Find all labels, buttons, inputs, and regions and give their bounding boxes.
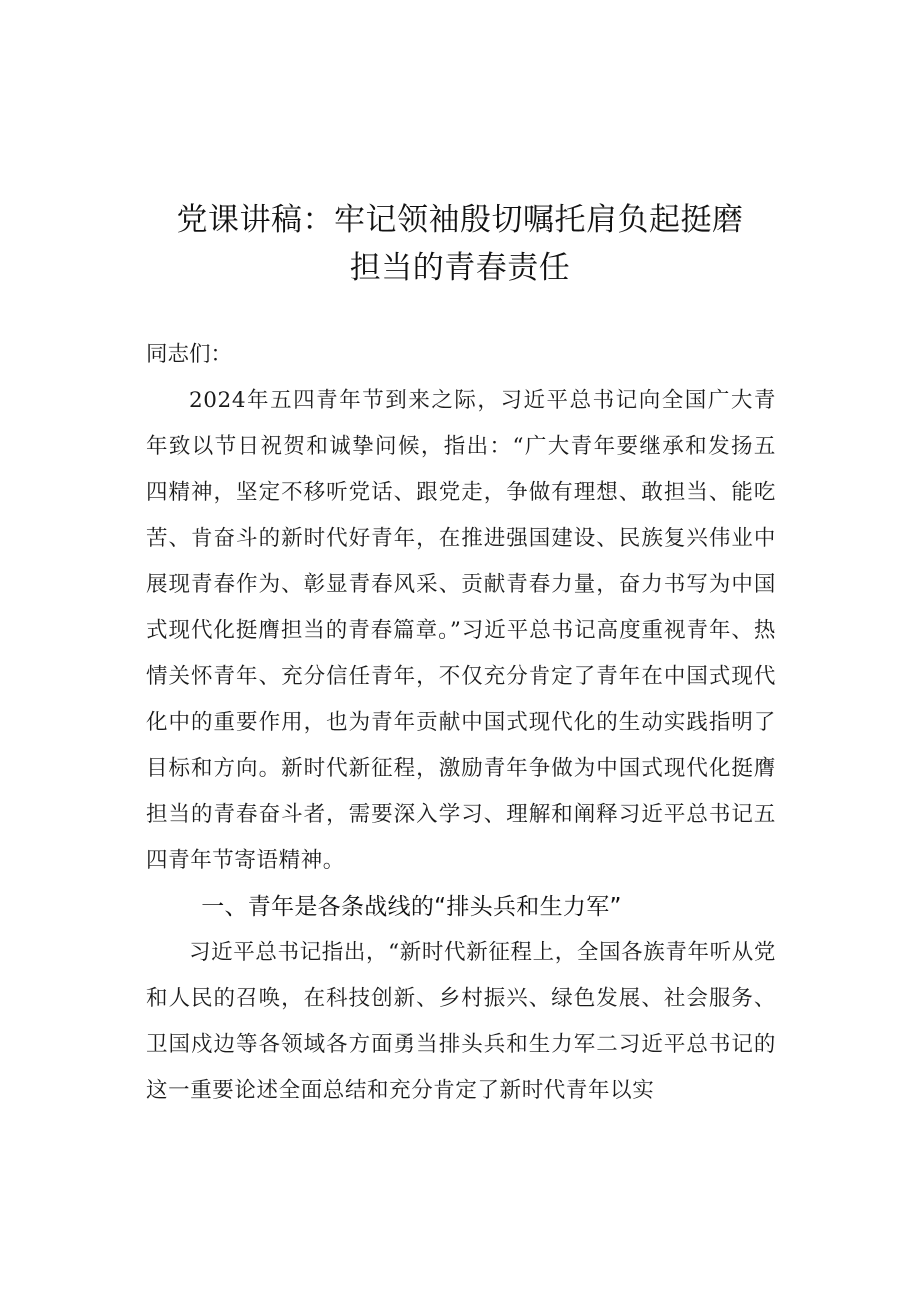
document-body	[146, 332, 776, 1114]
title-line-2: 担当的青春责任	[349, 250, 571, 286]
paragraph-1: 2024年五四青年节到来之际，习近平总书记向全国广大青年致以节日祝贺和诚挚问候，指出：“广大青年要继承和发扬五四精神，坚定不移听党话、跟党走，争做有理想、敢担当、能吃苦、肯奋斗的新时代好青年，在推进强国建设、民族复兴伟业中展现青春作为、彰显青春风采、贡献青春力量，奋力书写为中国式现代化挺膺担当的青春篇章。”习近平总书记高度重视青年、热情关怀青年、充分信任青年，不仅充分肯定了青年在中国式现代化中的重要作用，也为青年贡献中国式现代化的生动实践指明了目标和方向。新时代新征程，激励青年争做为中国式现代化挺膺担当的青春奋斗者，需要深入学习、理解和阐释习近平总书记五四青年节寄语精神。	[146, 388, 776, 873]
salutation: 同志们：	[146, 342, 233, 367]
document-title	[140, 196, 780, 292]
title-line-1: 党课讲稿：牢记领袖殷切嘱托肩负起挺磨	[176, 202, 744, 238]
section-heading-1: 一、青年是各条战线的“排头兵和生力军”	[201, 894, 622, 920]
paragraph-2: 习近平总书记指出，“新时代新征程上，全国各族青年听从党和人民的召唤，在科技创新、乡村振兴、绿色发展、社会服务、卫国戍边等各领域各方面勇当排头兵和生力军二习近平总书记的这一重要论述全面总结和充分肯定了新时代青年以实	[146, 940, 776, 1103]
